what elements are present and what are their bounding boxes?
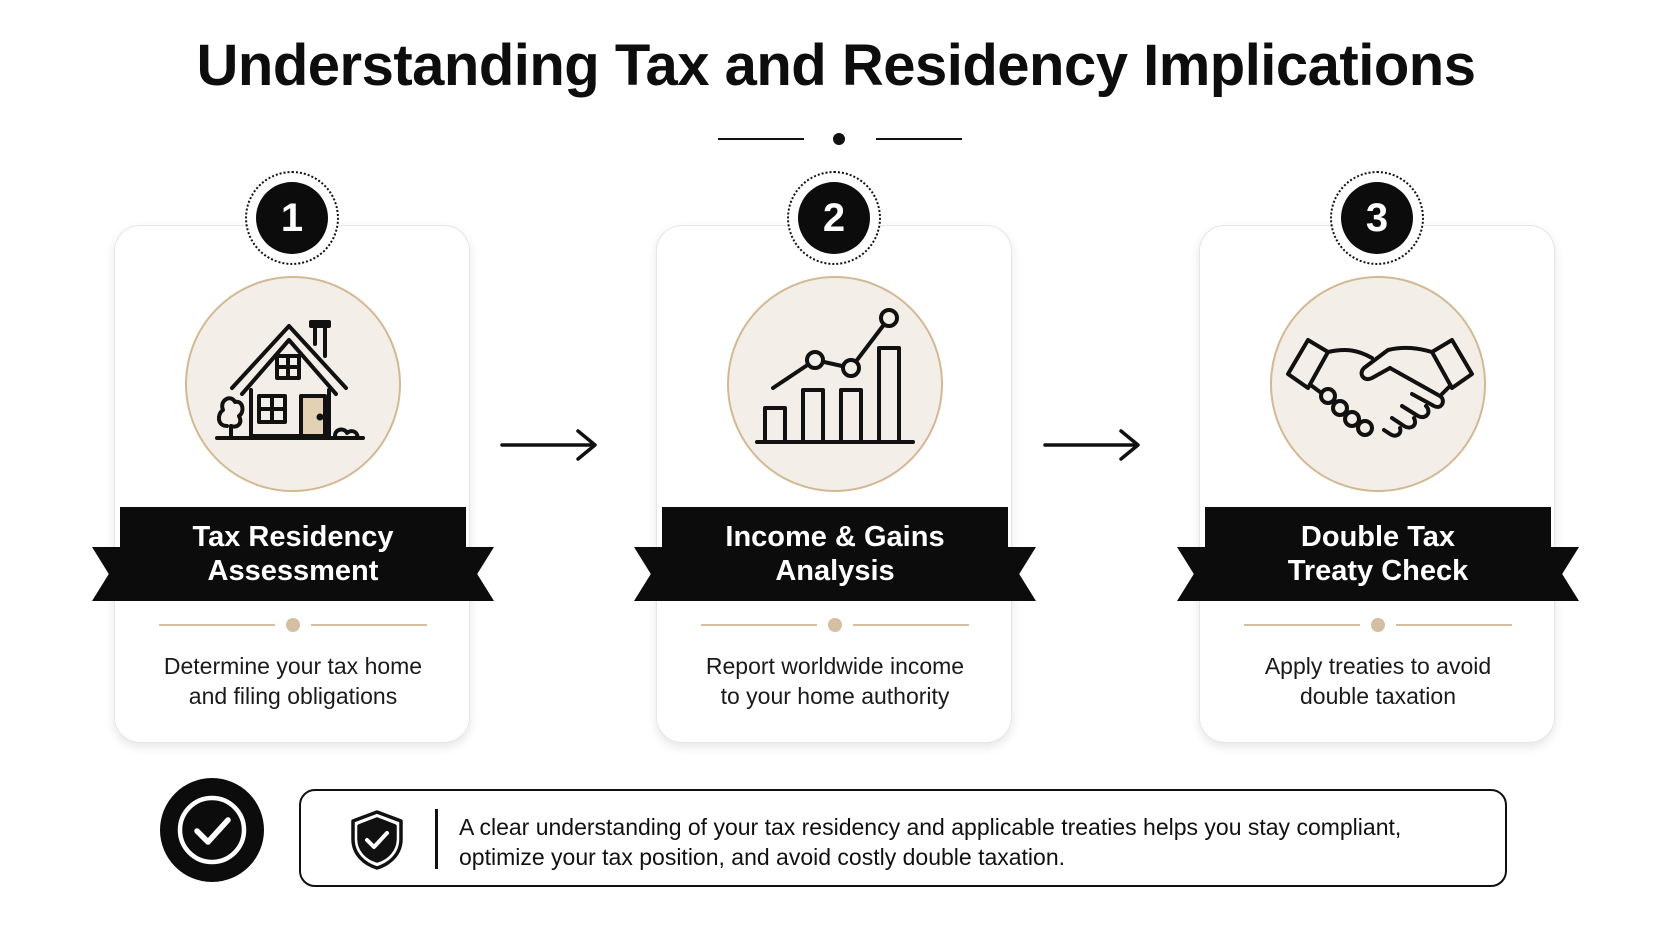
step-number-badge-1 (245, 171, 339, 265)
card-divider-dot (286, 618, 300, 632)
card-divider-dot (1371, 618, 1385, 632)
step-title-2-line1: Income & Gains (725, 521, 945, 553)
step-title-2 (663, 508, 1007, 600)
card-divider-line-right (311, 624, 427, 626)
step-title-1-line1: Tax Residency (192, 521, 394, 553)
card-divider-line-right (1396, 624, 1512, 626)
step-description-1 (129, 651, 457, 711)
arrow-right-icon (1043, 425, 1143, 465)
page-title: Understanding Tax and Residency Implications (196, 33, 1476, 98)
step-number-3: 3 (1341, 182, 1413, 254)
checkmark-icon (160, 778, 264, 882)
card-divider-3 (1244, 618, 1512, 632)
card-divider-line-left (701, 624, 817, 626)
check-circle-icon (160, 778, 264, 882)
step-title-3-line1: Double Tax (1300, 521, 1456, 553)
step-title-ribbon-1 (92, 508, 494, 600)
card-divider-2 (701, 618, 969, 632)
summary-note-line1: A clear understanding of your tax residency and applicable treaties helps you stay compliant, (459, 814, 1402, 840)
title-divider (718, 132, 962, 146)
summary-note-box (299, 789, 1507, 887)
step-description-2-line2: to your home authority (720, 683, 950, 709)
step-number-1: 1 (256, 182, 328, 254)
divider-dot (833, 133, 845, 145)
step-description-3-line2: double taxation (1299, 683, 1456, 709)
divider-line-right (876, 138, 962, 140)
step-description-3 (1214, 651, 1542, 711)
step-number-badge-2 (787, 171, 881, 265)
icon-circle-3 (1270, 276, 1486, 492)
card-divider-line-left (159, 624, 275, 626)
step-description-1-line1: Determine your tax home (163, 653, 423, 679)
step-description-1-line2: and filing obligations (188, 683, 398, 709)
card-divider-1 (159, 618, 427, 632)
step-title-ribbon-3 (1177, 508, 1579, 600)
divider-line-left (718, 138, 804, 140)
step-title-3 (1206, 508, 1550, 600)
shield-check-icon (349, 809, 405, 871)
step-card-1 (114, 195, 470, 743)
arrow-right-icon (500, 425, 600, 465)
step-card-3 (1199, 195, 1555, 743)
step-description-3-line1: Apply treaties to avoid (1264, 653, 1492, 679)
step-description-2-line1: Report worldwide income (705, 653, 965, 679)
step-card-2 (656, 195, 1012, 743)
house-icon (187, 278, 403, 494)
summary-note-line2: optimize your tax position, and avoid costly double taxation. (459, 844, 1066, 870)
icon-circle-2 (727, 276, 943, 492)
step-title-1-line2: Assessment (207, 555, 379, 587)
step-number-2: 2 (798, 182, 870, 254)
step-title-ribbon-2 (634, 508, 1036, 600)
card-divider-dot (828, 618, 842, 632)
icon-circle-1 (185, 276, 401, 492)
handshake-icon (1272, 278, 1488, 494)
step-title-2-line2: Analysis (775, 555, 895, 587)
step-title-3-line2: Treaty Check (1287, 555, 1469, 587)
note-separator (435, 809, 438, 869)
step-title-1 (121, 508, 465, 600)
card-divider-line-right (853, 624, 969, 626)
summary-note-text (459, 812, 1489, 872)
step-description-2 (671, 651, 999, 711)
step-number-badge-3 (1330, 171, 1424, 265)
bar-chart-trend-icon (729, 278, 945, 494)
card-divider-line-left (1244, 624, 1360, 626)
